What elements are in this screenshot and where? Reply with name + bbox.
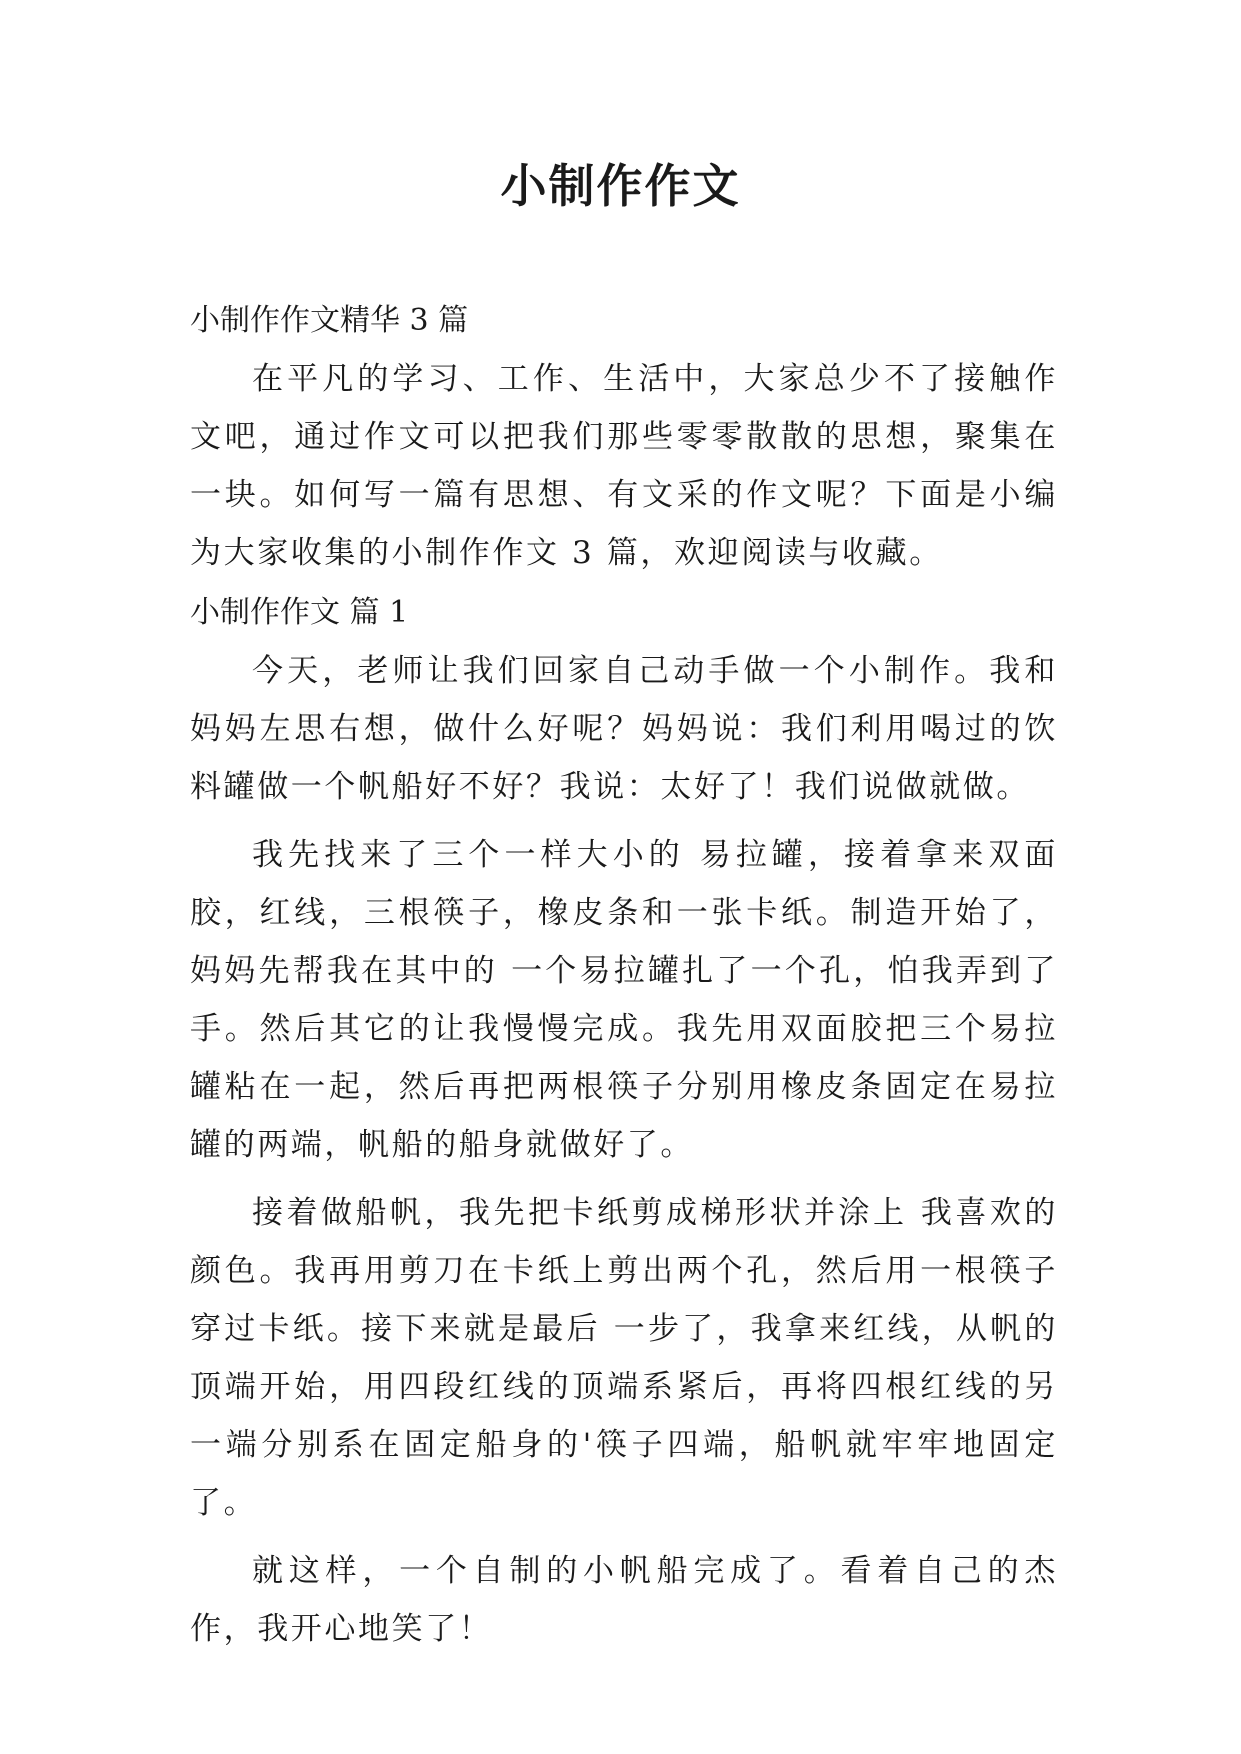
- document-body: [190, 292, 1058, 1658]
- section-heading: 小制作作文 篇 1: [190, 595, 409, 630]
- body-paragraph: 接着做船帆，我先把卡纸剪成梯形状并涂上 我喜欢的颜色。我再用剪刀在卡纸上剪出两个孔，然后用一根筷子穿过卡纸。接下来就是最后 一步了，我拿来红线，从帆的顶端开始，用四段红线的顶端系紧后，再将四根红线的另一端分别系在固定船身的'筷子四端，船帆就牢牢地固定了。: [190, 1195, 1058, 1521]
- intro-paragraph: 在平凡的学习、工作、生活中，大家总少不了接触作文吧，通过作文可以把我们那些零零散散的思想，聚集在一块。如何写一篇有思想、有文采的作文呢？下面是小编为大家收集的小制作作文 3 篇，欢迎阅读与收藏。: [190, 361, 1058, 571]
- body-paragraph: 我先找来了三个一样大小的 易拉罐，接着拿来双面胶，红线，三根筷子，橡皮条和一张卡纸。制造开始了，妈妈先帮我在其中的 一个易拉罐扎了一个孔，怕我弄到了手。然后其它的让我慢慢完成。我先用双面胶把三个易拉罐粘在一起，然后再把两根筷子分别用橡皮条固定在易拉罐的两端，帆船的船身就做好了。: [190, 837, 1058, 1163]
- document-subtitle: 小制作作文精华 3 篇: [190, 303, 469, 338]
- body-paragraph: 就这样，一个自制的小帆船完成了。看着自己的杰作，我开心地笑了！: [190, 1553, 1058, 1647]
- document-title: 小制作作文: [500, 159, 741, 213]
- body-paragraph: 今天，老师让我们回家自己动手做一个小制作。我和妈妈左思右想，做什么好呢？妈妈说：我们利用喝过的饮料罐做一个帆船好不好？我说：太好了！我们说做就做。: [190, 653, 1058, 805]
